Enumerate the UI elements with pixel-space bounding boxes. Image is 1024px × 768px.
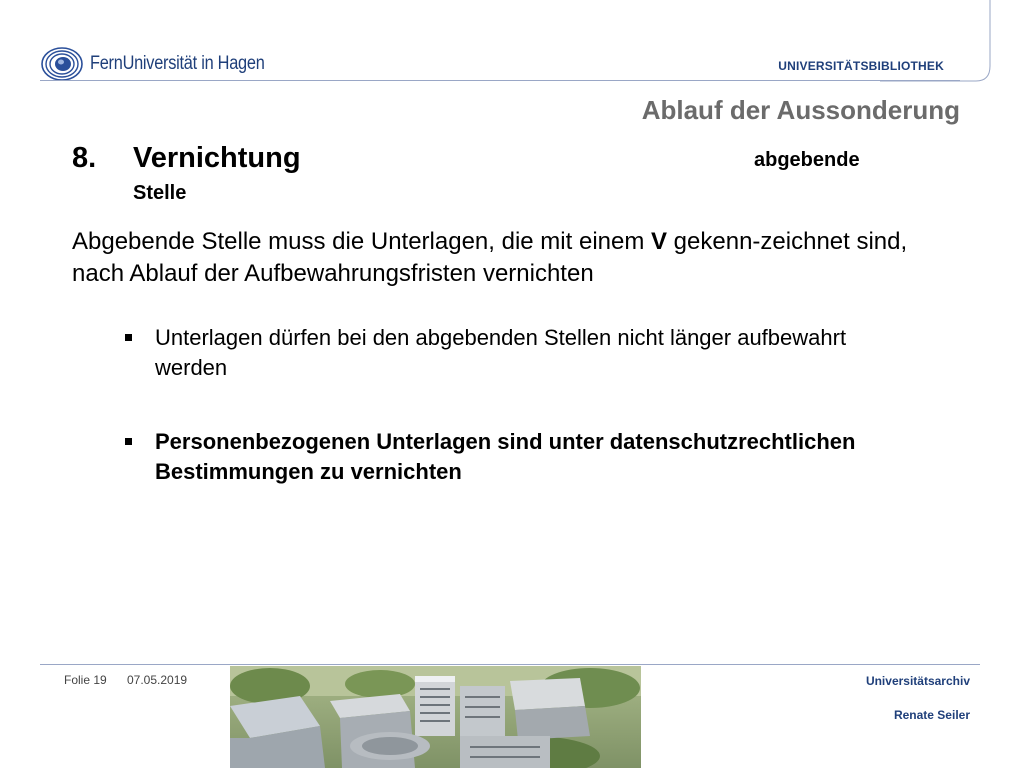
footer-divider bbox=[40, 664, 980, 665]
intro-bold-letter: V bbox=[651, 228, 668, 255]
campus-photo bbox=[230, 666, 641, 768]
bullet-text: Unterlagen dürfen bei den abgebenden Stellen nicht länger aufbewahrt werden bbox=[155, 325, 847, 380]
slide-number: Folie 19 bbox=[64, 673, 107, 687]
intro-text-end: gekenn-zeichnet sind, nach Ablauf der Aufbewahrungsfristen vernichten bbox=[72, 228, 908, 287]
university-logo bbox=[40, 46, 293, 82]
fernuni-logo-icon bbox=[40, 46, 84, 82]
bullet-list bbox=[122, 323, 882, 487]
section-title: Ablauf der Aussonderung bbox=[641, 95, 960, 125]
heading-note: abgebende bbox=[754, 149, 860, 171]
heading-number: 8. bbox=[72, 142, 97, 174]
organization-label: Universitätsarchiv bbox=[865, 674, 970, 688]
heading-note-continued: Stelle bbox=[133, 182, 187, 204]
intro-paragraph bbox=[72, 226, 932, 290]
intro-text-start: Abgebende Stelle muss die Unterlagen, die mit einem bbox=[72, 228, 651, 255]
slide-heading bbox=[72, 142, 902, 212]
logo-text: FernUniversität in Hagen bbox=[90, 53, 265, 74]
square-bullet-icon bbox=[125, 334, 132, 341]
bullet-text: Personenbezogenen Unterlagen sind unter datenschutzrechtlichen Bestimmungen zu vernichten bbox=[155, 429, 856, 484]
list-item bbox=[122, 427, 882, 487]
heading-title: Vernichtung bbox=[133, 142, 301, 174]
list-item bbox=[122, 323, 882, 383]
author-label: Renate Seiler bbox=[893, 708, 970, 722]
department-label: UNIVERSITÄTSBIBLIOTHEK bbox=[778, 59, 944, 73]
square-bullet-icon bbox=[125, 438, 132, 445]
header-divider bbox=[40, 80, 960, 81]
slide-date: 07.05.2019 bbox=[127, 673, 188, 687]
